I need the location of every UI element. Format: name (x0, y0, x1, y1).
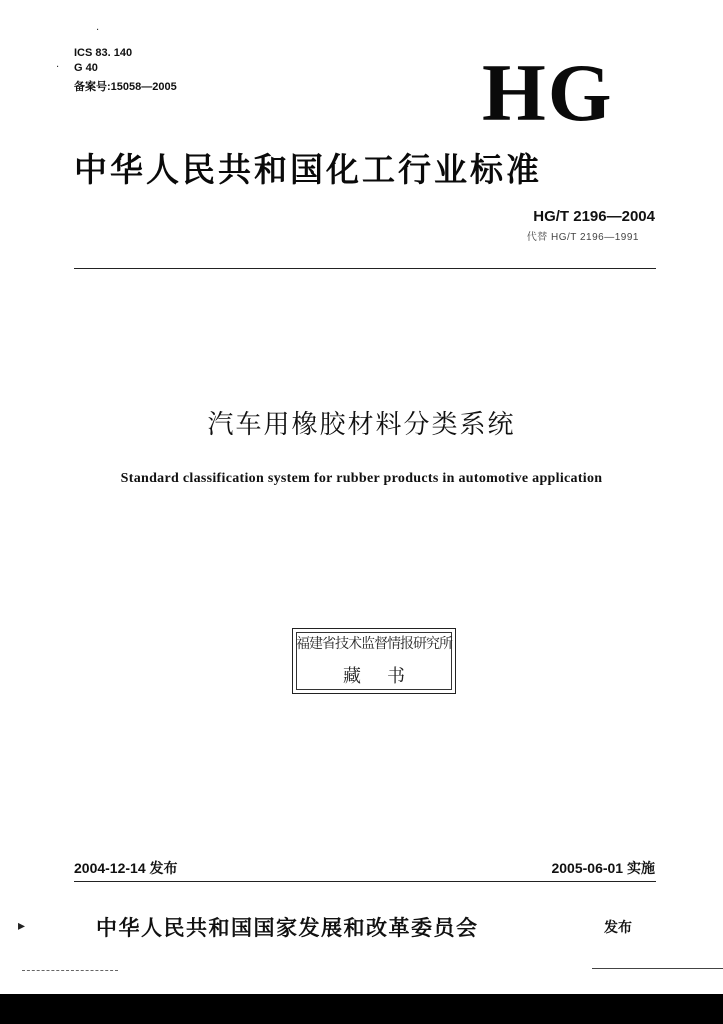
document-title-cn: 汽车用橡胶材料分类系统 (207, 410, 516, 440)
issue-date: 2004-12-14 发布 (74, 860, 178, 876)
scan-speck: · (96, 25, 100, 36)
scan-bottom-bar (0, 994, 723, 1024)
ccs-code: G 40 (74, 62, 98, 74)
hg-logo: HG (482, 47, 614, 138)
scan-arrow-mark: ▸ (18, 918, 26, 934)
effective-date: 2005-06-01 实施 (551, 860, 655, 876)
footer-divider (74, 881, 656, 882)
document-title-en: Standard classification system for rubber products in automotive application (120, 471, 603, 486)
stamp-institution: 福建省技术监督情报研究所 (296, 636, 452, 652)
stamp-collection-label: 藏书 (343, 666, 431, 687)
scan-speck: · (56, 62, 60, 73)
industry-standard-title: 中华人民共和国化工行业标准 (74, 150, 542, 189)
standard-number: HG/T 2196—2004 (533, 208, 655, 225)
issue-label: 发布 (604, 920, 632, 936)
issuing-authority: 中华人民共和国国家发展和改革委员会 (96, 915, 479, 940)
replaced-standard: 代替 HG/T 2196—1991 (526, 232, 639, 243)
record-number: 备案号:15058—2005 (74, 81, 177, 93)
scan-edge-line-right (592, 968, 723, 969)
library-stamp (292, 628, 456, 694)
ics-code: ICS 83. 140 (74, 47, 133, 59)
scan-edge-line-left (22, 970, 118, 971)
header-divider (74, 268, 656, 269)
